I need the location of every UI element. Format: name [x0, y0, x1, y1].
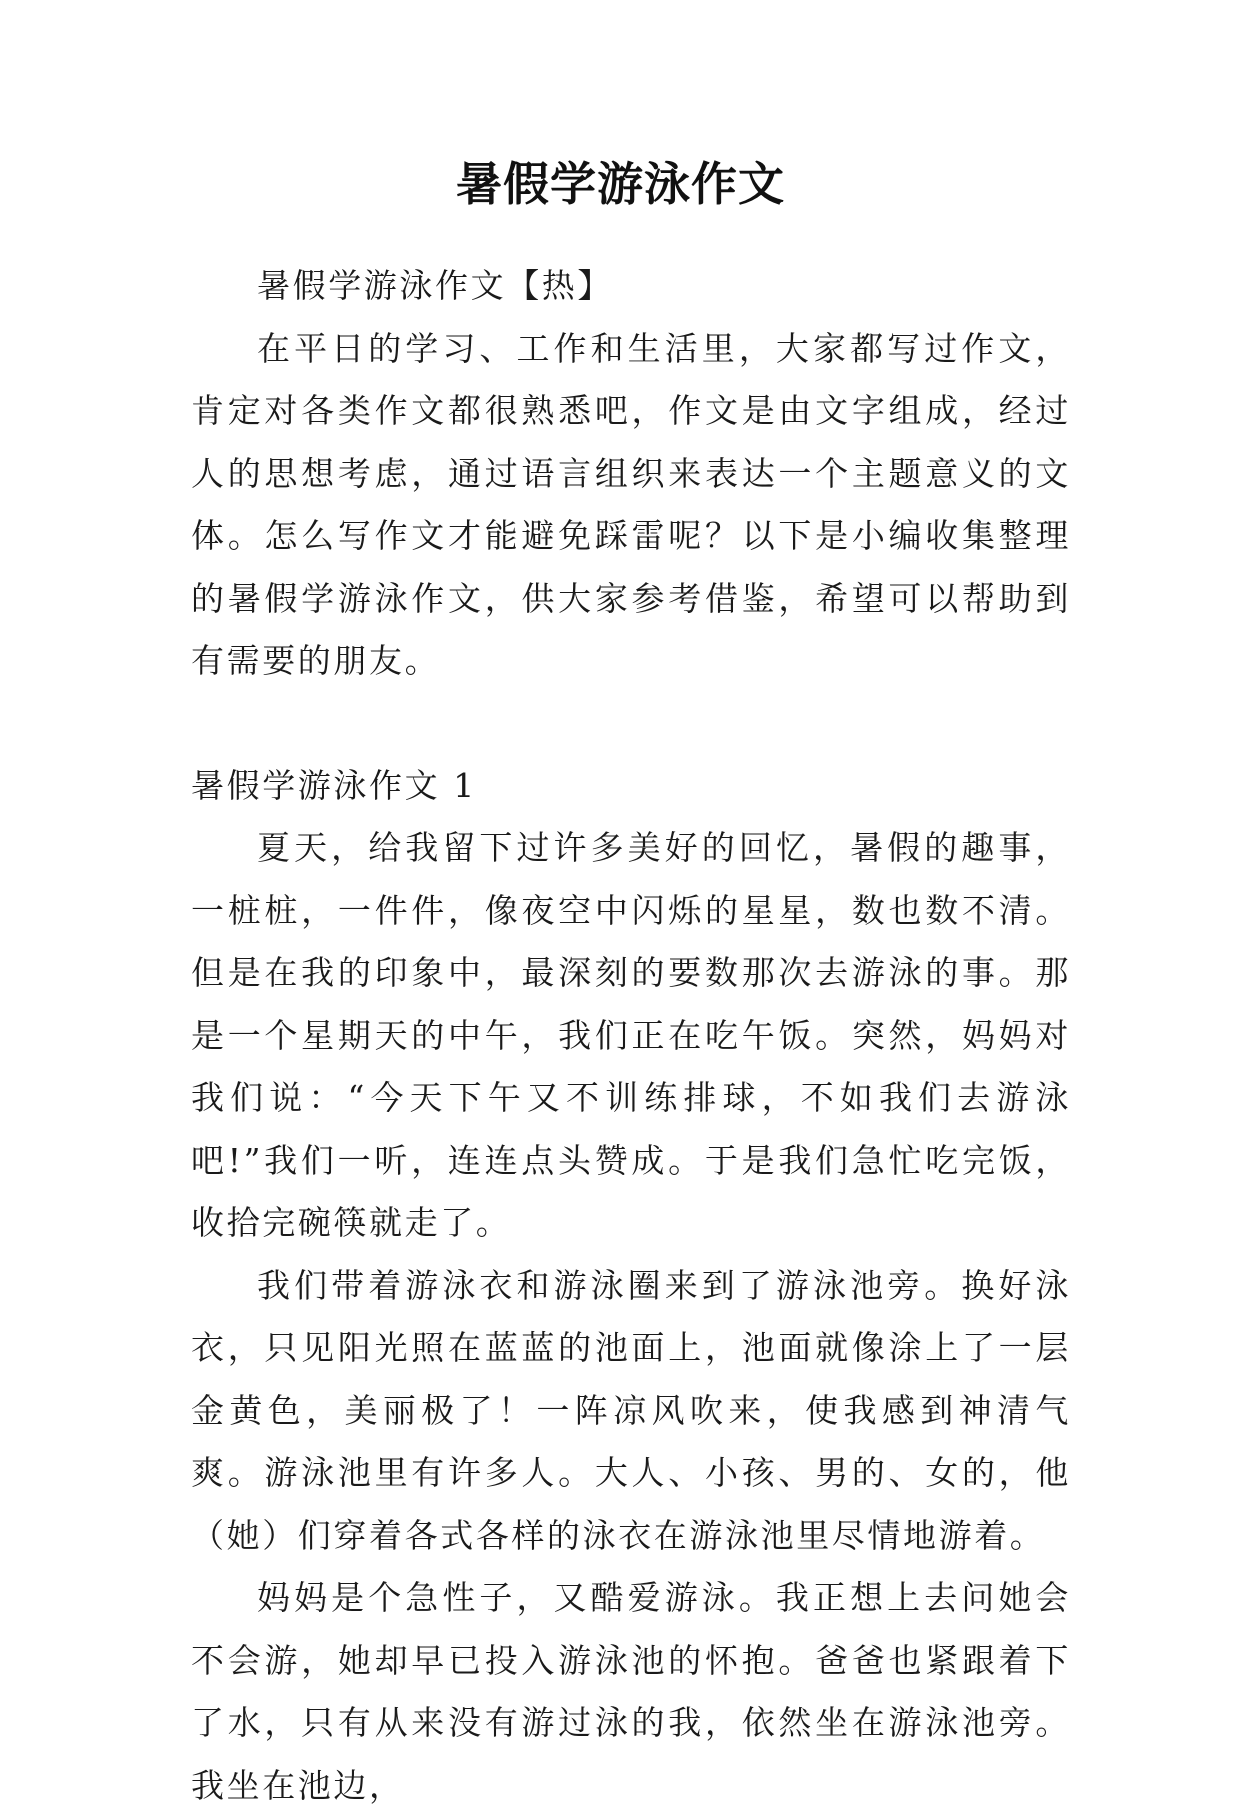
document-title: 暑假学游泳作文	[456, 157, 785, 211]
section-heading: 暑假学游泳作文 1	[191, 765, 477, 805]
body-paragraph: 妈妈是个急性子，又酷爱游泳。我正想上去问她会不会游，她却早已投入游泳池的怀抱。爸爸也紧跟着下了水，只有从来没有游过泳的我，依然坐在游泳池旁。我坐在池边，	[191, 1578, 1071, 1805]
body-paragraph: 夏天，给我留下过许多美好的回忆，暑假的趣事，一桩桩，一件件，像夜空中闪烁的星星，数也数不清。但是在我的印象中，最深刻的要数那次去游泳的事。那是一个星期天的中午，我们正在吃午饭。突然，妈妈对我们说：“今天下午又不训练排球，不如我们去游泳吧!”我们一听，连连点头赞成。于是我们急忙吃完饭，收拾完碗筷就走了。	[191, 828, 1071, 1242]
body-paragraph: 我们带着游泳衣和游泳圈来到了游泳池旁。换好泳衣，只见阳光照在蓝蓝的池面上，池面就像涂上了一层金黄色，美丽极了！一阵凉风吹来，使我感到神清气爽。游泳池里有许多人。大人、小孩、男的、女的，他（她）们穿着各式各样的泳衣在游泳池里尽情地游着。	[191, 1265, 1071, 1555]
document-subtitle: 暑假学游泳作文【热】	[257, 266, 613, 305]
document-body	[191, 255, 1071, 1817]
intro-paragraph: 在平日的学习、工作和生活里，大家都写过作文，肯定对各类作文都很熟悉吧，作文是由文字组成，经过人的思想考虑，通过语言组织来表达一个主题意义的文体。怎么写作文才能避免踩雷呢？以下是小编收集整理的暑假学游泳作文，供大家参考借鉴，希望可以帮助到有需要的朋友。	[191, 328, 1071, 680]
